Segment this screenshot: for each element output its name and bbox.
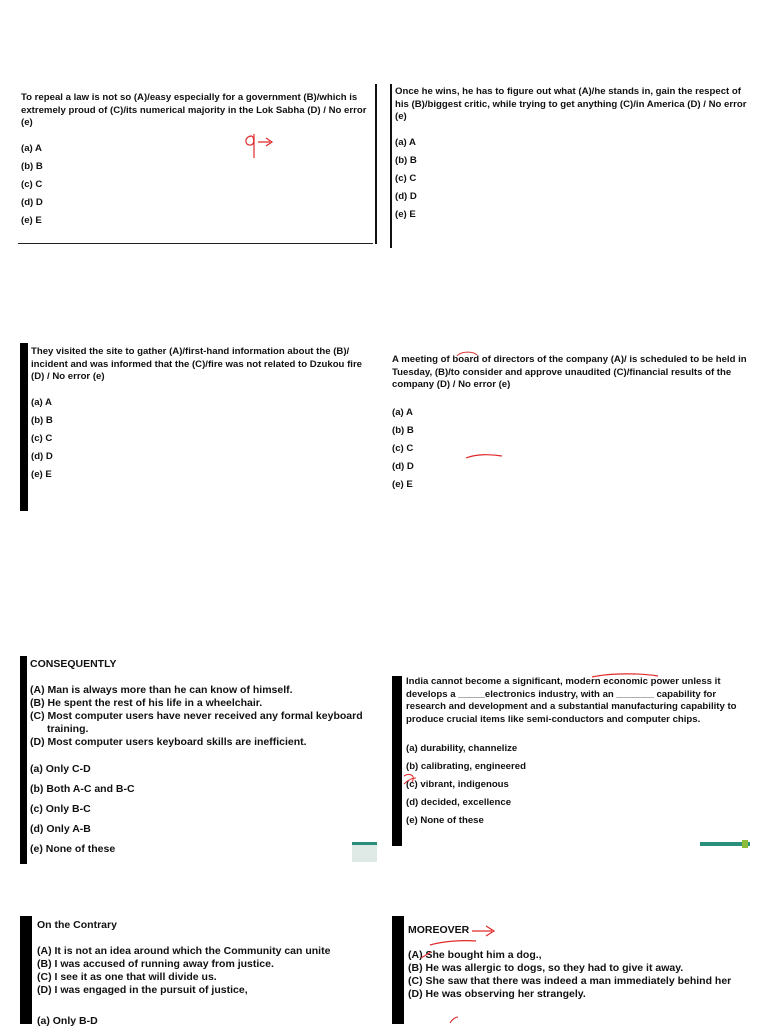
handwritten-tick-icon [402, 772, 418, 786]
question-1-options [21, 140, 373, 230]
video-thumbnail-corner [742, 840, 748, 848]
option-b[interactable]: (b) B [31, 414, 53, 426]
option-b[interactable]: (b) B [395, 154, 417, 166]
section-bar [20, 656, 27, 864]
option-e[interactable]: (e) E [31, 468, 52, 480]
statement-b: (B) He spent the rest of his life in a wheelchair. [30, 696, 263, 709]
question-4 [392, 354, 747, 494]
option-a[interactable]: (a) A [31, 396, 52, 408]
handwritten-mark-icon [448, 1016, 460, 1024]
question-5 [30, 658, 380, 859]
option-d[interactable]: (d) D [21, 196, 43, 208]
option-c[interactable]: (c) C [21, 178, 43, 190]
option-a[interactable]: (a) Only C-D [30, 762, 91, 775]
handwritten-strike-icon [420, 950, 432, 960]
question-1-stem: To repeal a law is not so (A)/easy especially for a government (B)/which is extremely proud of (C)/its numerical majority in the Lok Sabha (D) / No error (e) [21, 92, 367, 128]
question-7 [37, 919, 382, 1031]
statement-d: (D) He was observing her strangely. [408, 987, 586, 1000]
question-7-statements [37, 945, 382, 997]
statement-c: (C) She saw that there was indeed a man immediately behind her [408, 974, 732, 987]
option-e[interactable]: (e) None of these [406, 815, 484, 826]
question-4-stem: A meeting of board of directors of the company (A)/ is scheduled to be held in Tuesday, (B)/to consider and approve unaudited (C)/financial results of the company (D) / No error (e) [392, 354, 747, 390]
section-bar [392, 676, 402, 846]
option-a[interactable]: (a) A [395, 136, 416, 148]
option-b[interactable]: (b) B [392, 424, 414, 436]
section-bar [20, 916, 32, 1024]
connector-title: CONSEQUENTLY [30, 658, 117, 670]
statement-b: (B) He was allergic to dogs, so they had to give it away. [408, 961, 684, 974]
option-d[interactable]: (d) decided, excellence [406, 797, 512, 808]
question-6 [406, 676, 751, 830]
handwritten-underline-icon [590, 672, 660, 680]
option-d[interactable]: (d) D [31, 450, 53, 462]
question-6-options [406, 740, 751, 830]
question-1 [21, 92, 373, 230]
option-e[interactable]: (e) E [21, 214, 42, 226]
handwritten-underline-icon [464, 452, 504, 462]
question-3-stem: They visited the site to gather (A)/first-hand information about the (B)/ incident and was informed that the (C)/fire was not related to Dzukou fire (D) / No error (e) [31, 346, 363, 382]
question-8-statements [408, 949, 753, 1001]
statement-d: (D) Most computer users keyboard skills are inefficient. [30, 735, 307, 748]
statement-c: (C) I see it as one that will divide us. [37, 970, 217, 983]
question-5-options [30, 759, 380, 859]
section-bar [392, 916, 404, 1024]
handwritten-circle-icon [455, 350, 479, 360]
statement-a: (A) She bought him a dog., [408, 948, 542, 961]
handwritten-underline-icon [428, 938, 478, 948]
divider-line [18, 243, 373, 244]
option-a[interactable]: (a) A [392, 406, 413, 418]
option-d[interactable]: (d) Only A-B [30, 822, 91, 835]
handwritten-mark-icon [240, 130, 280, 164]
question-2-options [395, 134, 750, 224]
statement-b: (B) I was accused of running away from justice. [37, 957, 274, 970]
video-thumbnail-corner [352, 842, 377, 862]
statement-a: (A) Man is always more than he can know of himself. [30, 683, 293, 696]
question-8 [408, 924, 753, 1001]
option-a[interactable]: (a) durability, channelize [406, 743, 518, 754]
option-c[interactable]: (c) Only B-C [30, 802, 91, 815]
question-3-options [31, 394, 376, 484]
option-a[interactable]: (a) Only B-D [37, 1014, 98, 1027]
statement-c: (C) Most computer users have never received any formal keyboard [30, 709, 363, 722]
option-b[interactable]: (b) calibrating, engineered [406, 761, 526, 772]
question-6-stem: India cannot become a significant, modern economic power unless it develops a _____electronics industry, with an _______ capability for research and development and a substantial manufacturing capability to produce crucial items like semi-conductors and computer chips. [406, 676, 737, 725]
section-bar [20, 343, 28, 511]
connector-title: On the Contrary [37, 919, 117, 931]
option-c[interactable]: (c) C [395, 172, 417, 184]
question-4-options [392, 404, 747, 494]
question-5-statements [30, 684, 380, 749]
option-b[interactable]: (b) Both A-C and B-C [30, 782, 135, 795]
question-3 [31, 346, 376, 484]
option-e[interactable]: (e) E [392, 478, 413, 490]
statement-c-continued: training. [47, 722, 89, 735]
divider-vertical [390, 84, 392, 248]
question-2 [395, 86, 750, 224]
connector-title: MOREOVER [408, 924, 470, 936]
question-7-options [37, 1011, 382, 1031]
statement-a: (A) It is not an idea around which the Community can unite [37, 944, 331, 957]
option-d[interactable]: (d) D [395, 190, 417, 202]
option-b[interactable]: (b) B [21, 160, 43, 172]
divider-vertical [375, 84, 377, 244]
handwritten-arrow-icon [470, 922, 498, 938]
statement-d: (D) I was engaged in the pursuit of justice, [37, 983, 248, 996]
option-e[interactable]: (e) None of these [30, 842, 116, 855]
option-e[interactable]: (e) E [395, 208, 416, 220]
option-d[interactable]: (d) D [392, 460, 414, 472]
option-c[interactable]: (c) C [392, 442, 414, 454]
question-2-stem: Once he wins, he has to figure out what (A)/he stands in, gain the respect of his (B)/biggest critic, while trying to get anything (C)/in America (D) / No error (e) [395, 86, 747, 122]
option-c[interactable]: (c) C [31, 432, 53, 444]
option-a[interactable]: (a) A [21, 142, 42, 154]
option-c[interactable]: (c) vibrant, indigenous [406, 779, 509, 790]
